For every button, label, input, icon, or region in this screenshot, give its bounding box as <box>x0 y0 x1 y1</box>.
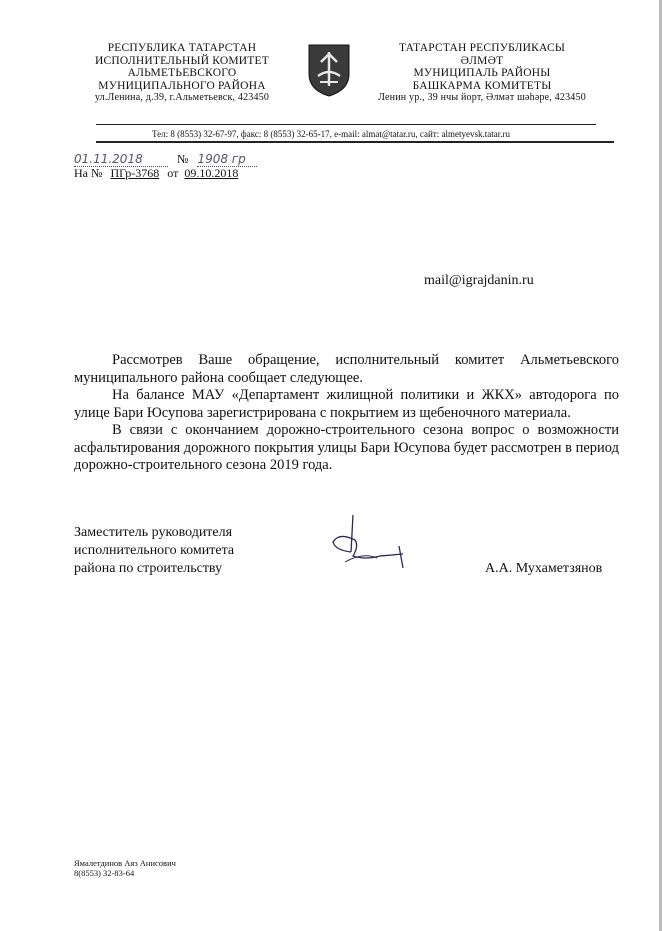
body-paragraph-2: На балансе МАУ «Департамент жилищной политики и ЖКХ» автодорога по улице Бари Юсупова зарегистрирована с покрытием из щебеночного материала. <box>74 387 619 421</box>
outgoing-date: 01.11.2018 <box>74 152 168 167</box>
outgoing-number-label: № <box>177 152 189 166</box>
contacts-line: Тел: 8 (8553) 32-67-97, факс: 8 (8553) 32-65-17, e-mail: almat@tatar.ru, сайт: almetyevsk.tatar.ru <box>152 129 510 139</box>
header-left-block <box>82 42 282 105</box>
header-right-line4: БАШКАРМА КОМИТЕТЫ <box>412 79 552 92</box>
incoming-date: 09.10.2018 <box>184 166 239 180</box>
position-line1: Заместитель руководителя <box>74 525 233 540</box>
header-right-line3: МУНИЦИПАЛЬ РАЙОНЫ <box>413 67 551 79</box>
body-paragraph-1: Рассмотрев Ваше обращение, исполнительный комитет Альметьевского муниципального района сообщает следующее. <box>74 352 619 386</box>
header-left-line3: АЛЬМЕТЬЕВСКОГО <box>127 67 237 79</box>
coat-of-arms-emblem <box>306 42 352 98</box>
position-line3: района по строительству <box>74 561 223 576</box>
handwritten-signature <box>325 512 415 577</box>
letter-body <box>74 352 619 475</box>
header-right-block <box>372 42 592 105</box>
incoming-number: ПГр-3768 <box>110 166 160 180</box>
header-right-line2: ӘЛМӘТ <box>460 54 504 67</box>
header-left-address: ул.Ленина, д.39, г.Альметьевск, 423450 <box>94 92 270 103</box>
executor-phone: 8(8553) 32-83-64 <box>74 868 135 878</box>
executor-block <box>74 858 176 878</box>
header-right-line1: ТАТАРСТАН РЕСПУБЛИКАСЫ <box>398 42 566 54</box>
header-right-address: Ленин ур., 39 нчы йорт, Әлмәт шәһәре, 423450 <box>378 92 586 103</box>
executor-name: Ямалетдинов Аяз Анисович <box>74 858 176 868</box>
header-rule-bottom <box>96 141 614 143</box>
recipient-email: mail@igrajdanin.ru <box>424 273 534 288</box>
incoming-prefix: На № <box>74 166 103 180</box>
incoming-from-label: от <box>167 166 179 180</box>
header-left-line2: ИСПОЛНИТЕЛЬНЫЙ КОМИТЕТ <box>95 54 269 67</box>
outgoing-number: 1908 гр <box>197 152 257 167</box>
position-line2: исполнительного комитета <box>74 543 235 558</box>
incoming-reference-line <box>74 166 238 180</box>
header-left-line1: РЕСПУБЛИКА ТАТАРСТАН <box>107 42 257 54</box>
signatory-name: А.А. Мухаметзянов <box>485 561 603 576</box>
body-paragraph-3: В связи с окончанием дорожно-строительного сезона вопрос о возможности асфальтирования дорожного покрытия улицы Бари Юсупова будет рассмотрен в период дорожно-строительного сезона 2019 года. <box>74 422 619 473</box>
outgoing-number-line <box>74 152 257 167</box>
header-left-line4: МУНИЦИПАЛЬНОГО РАЙОНА <box>98 79 266 92</box>
header-rule-top <box>96 124 596 125</box>
signatory-position <box>74 524 234 578</box>
